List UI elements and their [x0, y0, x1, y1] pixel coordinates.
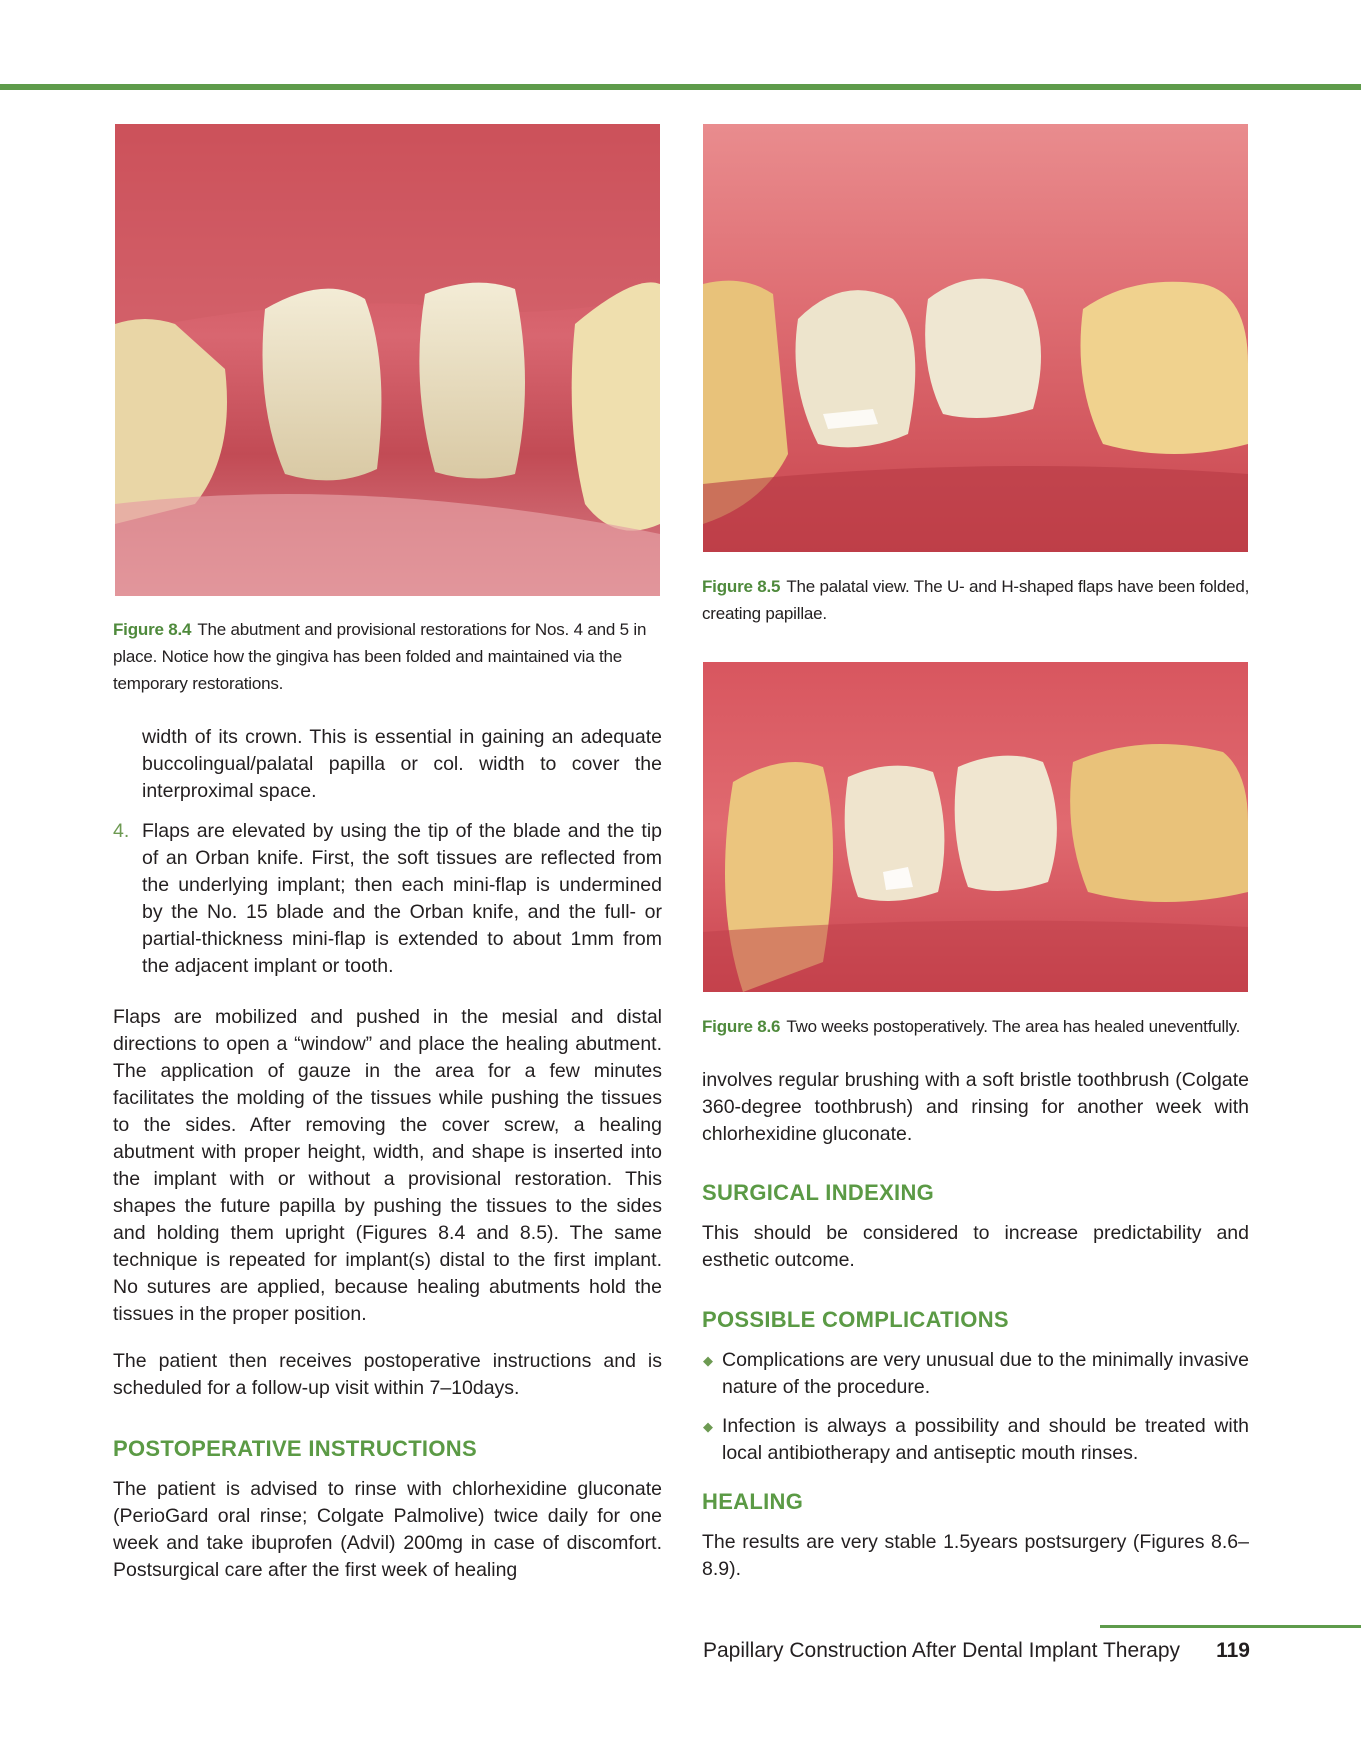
section-heading: POSTOPERATIVE INSTRUCTIONS	[113, 1436, 477, 1461]
body-paragraph: This should be considered to increase predictability and esthetic outcome.	[702, 1222, 1249, 1271]
body-paragraph: The patient is advised to rinse with chlorhexidine gluconate (PerioGard oral rinse; Colgate Palmolive) twice daily for one week and take ibuprofen (Advil) 200mg in case of discomfort. Postsurgical care after the first week of healing	[113, 1478, 662, 1581]
bullet-item: Infection is always a possibility and should be treated with local antibiotherapy and antiseptic mouth rinses.	[722, 1415, 1249, 1464]
footer-rule	[1100, 1625, 1361, 1628]
body-paragraph: involves regular brushing with a soft bristle toothbrush (Colgate 360-degree toothbrush) and rinsing for another week with chlorhexidine gluconate.	[702, 1069, 1249, 1145]
figure-label: Figure 8.6	[702, 1017, 781, 1036]
caption-text: The palatal view. The U- and H-shaped flaps have been folded, creating papillae.	[702, 577, 1250, 623]
section-heading: POSSIBLE COMPLICATIONS	[702, 1307, 1009, 1332]
bullet-icon: ◆	[703, 1419, 713, 1434]
bullet-item: Complications are very unusual due to the minimally invasive nature of the procedure.	[722, 1349, 1249, 1398]
body-paragraph: Flaps are mobilized and pushed in the mesial and distal directions to open a “window” and place the healing abutment. The application of gauze in the area for a few minutes facilitates the molding of the tissues while pushing the tissues to the sides. After removing the cover screw, a healing abutment with proper height, width, and shape is inserted into the implant with or without a provisional restoration. This shapes the future papilla by pushing the tissues to the sides and holding them upright (Figures 8.4 and 8.5). The same technique is repeated for implant(s) distal to the first implant. No sutures are applied, because healing abutments hold the tissues in the proper position.	[113, 1006, 662, 1325]
list-item-4: Flaps are elevated by using the tip of the blade and the tip of an Orban knife. First, the soft tissues are reflected from the underlying implant; then each mini-flap is undermined by the No. 15 blade and the Orban knife, and the full- or partial-thickness mini-flap is extended to about 1mm from the adjacent implant or tooth.	[142, 820, 662, 977]
list-number: 4.	[113, 820, 130, 842]
figure-8-6-caption	[702, 1013, 1262, 1040]
caption-text: Two weeks postoperatively. The area has healed uneventfully.	[786, 1017, 1241, 1036]
caption-text: The abutment and provisional restorations for Nos. 4 and 5 in place. Notice how the gingiva has been folded and maintained via the temporary restorations.	[113, 620, 647, 693]
bullet-icon: ◆	[703, 1353, 713, 1368]
page-number: 119	[1216, 1639, 1250, 1662]
top-rule	[0, 84, 1361, 90]
running-head: Papillary Construction After Dental Implant Therapy	[702, 1639, 1180, 1662]
figure-label: Figure 8.4	[113, 620, 192, 639]
body-paragraph: The patient then receives postoperative instructions and is scheduled for a follow-up visit within 7–10days.	[113, 1350, 662, 1399]
figure-8-6-photo	[703, 662, 1248, 992]
body-paragraph: The results are very stable 1.5years postsurgery (Figures 8.6–8.9).	[702, 1531, 1249, 1580]
figure-label: Figure 8.5	[702, 577, 781, 596]
figure-8-5-caption	[702, 573, 1252, 627]
section-heading: SURGICAL INDEXING	[702, 1180, 935, 1205]
section-heading: HEALING	[702, 1489, 804, 1514]
figure-8-4-caption	[113, 616, 663, 697]
figure-8-5-photo	[703, 124, 1248, 552]
figure-8-4-photo	[115, 124, 660, 596]
list-continuation: width of its crown. This is essential in gaining an adequate buccolingual/palatal papilla or col. width to cover the interproximal space.	[142, 726, 662, 802]
